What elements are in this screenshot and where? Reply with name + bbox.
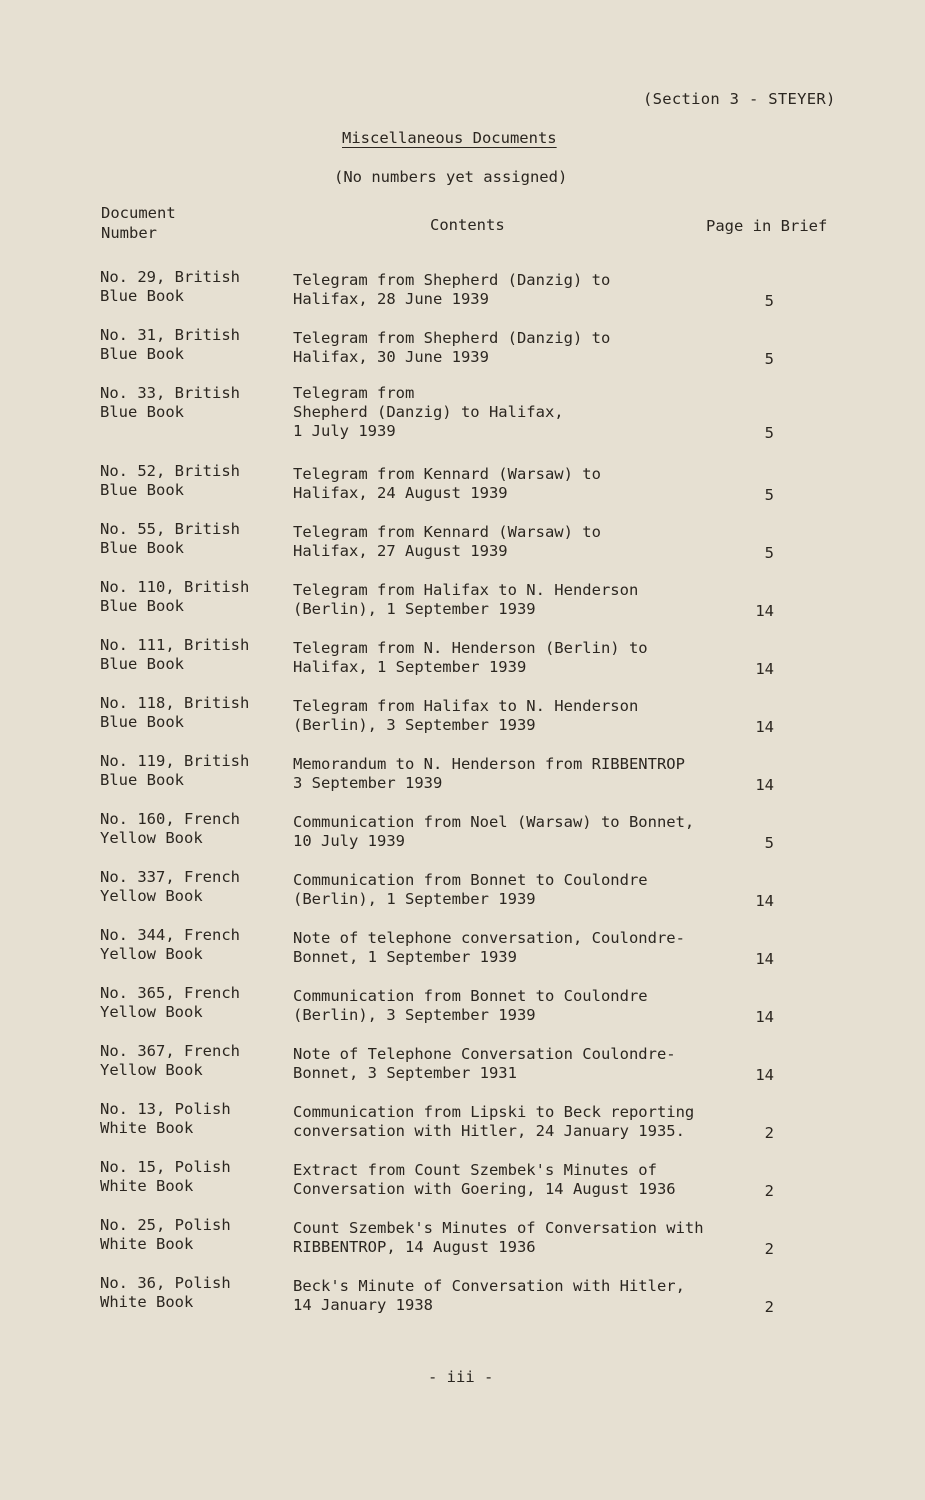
document-number: No. 110, British Blue Book [100,578,250,615]
list-item [0,752,925,810]
page-number: - iii - [428,1368,494,1386]
page-in-brief: 14 [755,892,774,910]
document-contents: Telegram from N. Henderson (Berlin) to Halifax, 1 September 1939 [293,639,648,676]
page-in-brief: 2 [764,1124,774,1142]
page-in-brief: 14 [755,1008,774,1026]
document-number: No. 15, Polish White Book [100,1158,231,1195]
list-item [0,268,925,326]
page-in-brief: 5 [764,350,774,368]
document-number: No. 160, French Yellow Book [100,810,240,847]
document-number: No. 118, British Blue Book [100,694,250,731]
page-in-brief: 14 [755,718,774,736]
list-item [0,1216,925,1274]
list-item [0,868,925,926]
document-contents: Communication from Lipski to Beck reporting conversation with Hitler, 24 January 1935. [293,1103,695,1140]
document-contents: Telegram from Halifax to N. Henderson (Berlin), 1 September 1939 [293,581,639,618]
page-in-brief: 5 [764,834,774,852]
list-item [0,1100,925,1158]
document-number: No. 33, British Blue Book [100,384,240,421]
document-contents: Telegram from Halifax to N. Henderson (Berlin), 3 September 1939 [293,697,639,734]
document-number: No. 111, British Blue Book [100,636,250,673]
list-item [0,926,925,984]
document-contents: Communication from Noel (Warsaw) to Bonnet, 10 July 1939 [293,813,695,850]
page-in-brief: 14 [755,776,774,794]
page-in-brief: 2 [764,1182,774,1200]
column-header-page-in-brief: Page in Brief [706,217,828,235]
list-item [0,636,925,694]
page-in-brief: 2 [764,1298,774,1316]
list-item [0,384,925,462]
page-in-brief: 14 [755,950,774,968]
list-item [0,462,925,520]
page-in-brief: 14 [755,1066,774,1084]
list-item [0,1158,925,1216]
page-title: Miscellaneous Documents [342,129,557,147]
page-in-brief: 2 [764,1240,774,1258]
list-item [0,1274,925,1332]
document-contents: Count Szembek's Minutes of Conversation with RIBBENTROP, 14 August 1936 [293,1219,704,1256]
document-number: No. 344, French Yellow Book [100,926,240,963]
document-contents: Beck's Minute of Conversation with Hitler, 14 January 1938 [293,1277,685,1314]
page-in-brief: 5 [764,292,774,310]
column-header-contents: Contents [430,216,505,234]
document-number: No. 337, French Yellow Book [100,868,240,905]
document-contents: Extract from Count Szembek's Minutes of Conversation with Goering, 14 August 1936 [293,1161,676,1198]
list-item [0,694,925,752]
document-number: No. 36, Polish White Book [100,1274,231,1311]
document-contents: Telegram from Shepherd (Danzig) to Halifax, 1 July 1939 [293,384,564,440]
document-number: No. 31, British Blue Book [100,326,240,363]
document-number: No. 13, Polish White Book [100,1100,231,1137]
list-item [0,326,925,384]
document-number: No. 52, British Blue Book [100,462,240,499]
page-in-brief: 5 [764,544,774,562]
page-in-brief: 14 [755,660,774,678]
document-number: No. 55, British Blue Book [100,520,240,557]
list-item [0,578,925,636]
document-list [0,268,925,1332]
document-contents: Memorandum to N. Henderson from RIBBENTROP 3 September 1939 [293,755,685,792]
document-contents: Telegram from Shepherd (Danzig) to Halifax, 30 June 1939 [293,329,611,366]
list-item [0,984,925,1042]
document-number: No. 119, British Blue Book [100,752,250,789]
document-contents: Communication from Bonnet to Coulondre (Berlin), 1 September 1939 [293,871,648,908]
page-in-brief: 5 [764,486,774,504]
document-number: No. 365, French Yellow Book [100,984,240,1021]
column-header-document-number: Document Number [101,204,176,242]
document-contents: Telegram from Kennard (Warsaw) to Halifax, 27 August 1939 [293,523,601,560]
document-number: No. 25, Polish White Book [100,1216,231,1253]
document-contents: Telegram from Shepherd (Danzig) to Halifax, 28 June 1939 [293,271,611,308]
document-number: No. 367, French Yellow Book [100,1042,240,1079]
page-subtitle: (No numbers yet assigned) [334,168,568,186]
document-contents: Note of Telephone Conversation Coulondre- Bonnet, 3 September 1931 [293,1045,676,1082]
document-number: No. 29, British Blue Book [100,268,240,305]
list-item [0,810,925,868]
document-contents: Communication from Bonnet to Coulondre (Berlin), 3 September 1939 [293,987,648,1024]
list-item [0,520,925,578]
page-in-brief: 5 [764,424,774,442]
document-contents: Note of telephone conversation, Coulondre- Bonnet, 1 September 1939 [293,929,685,966]
section-label: (Section 3 - STEYER) [643,90,836,108]
document-contents: Telegram from Kennard (Warsaw) to Halifax, 24 August 1939 [293,465,601,502]
page-in-brief: 14 [755,602,774,620]
list-item [0,1042,925,1100]
